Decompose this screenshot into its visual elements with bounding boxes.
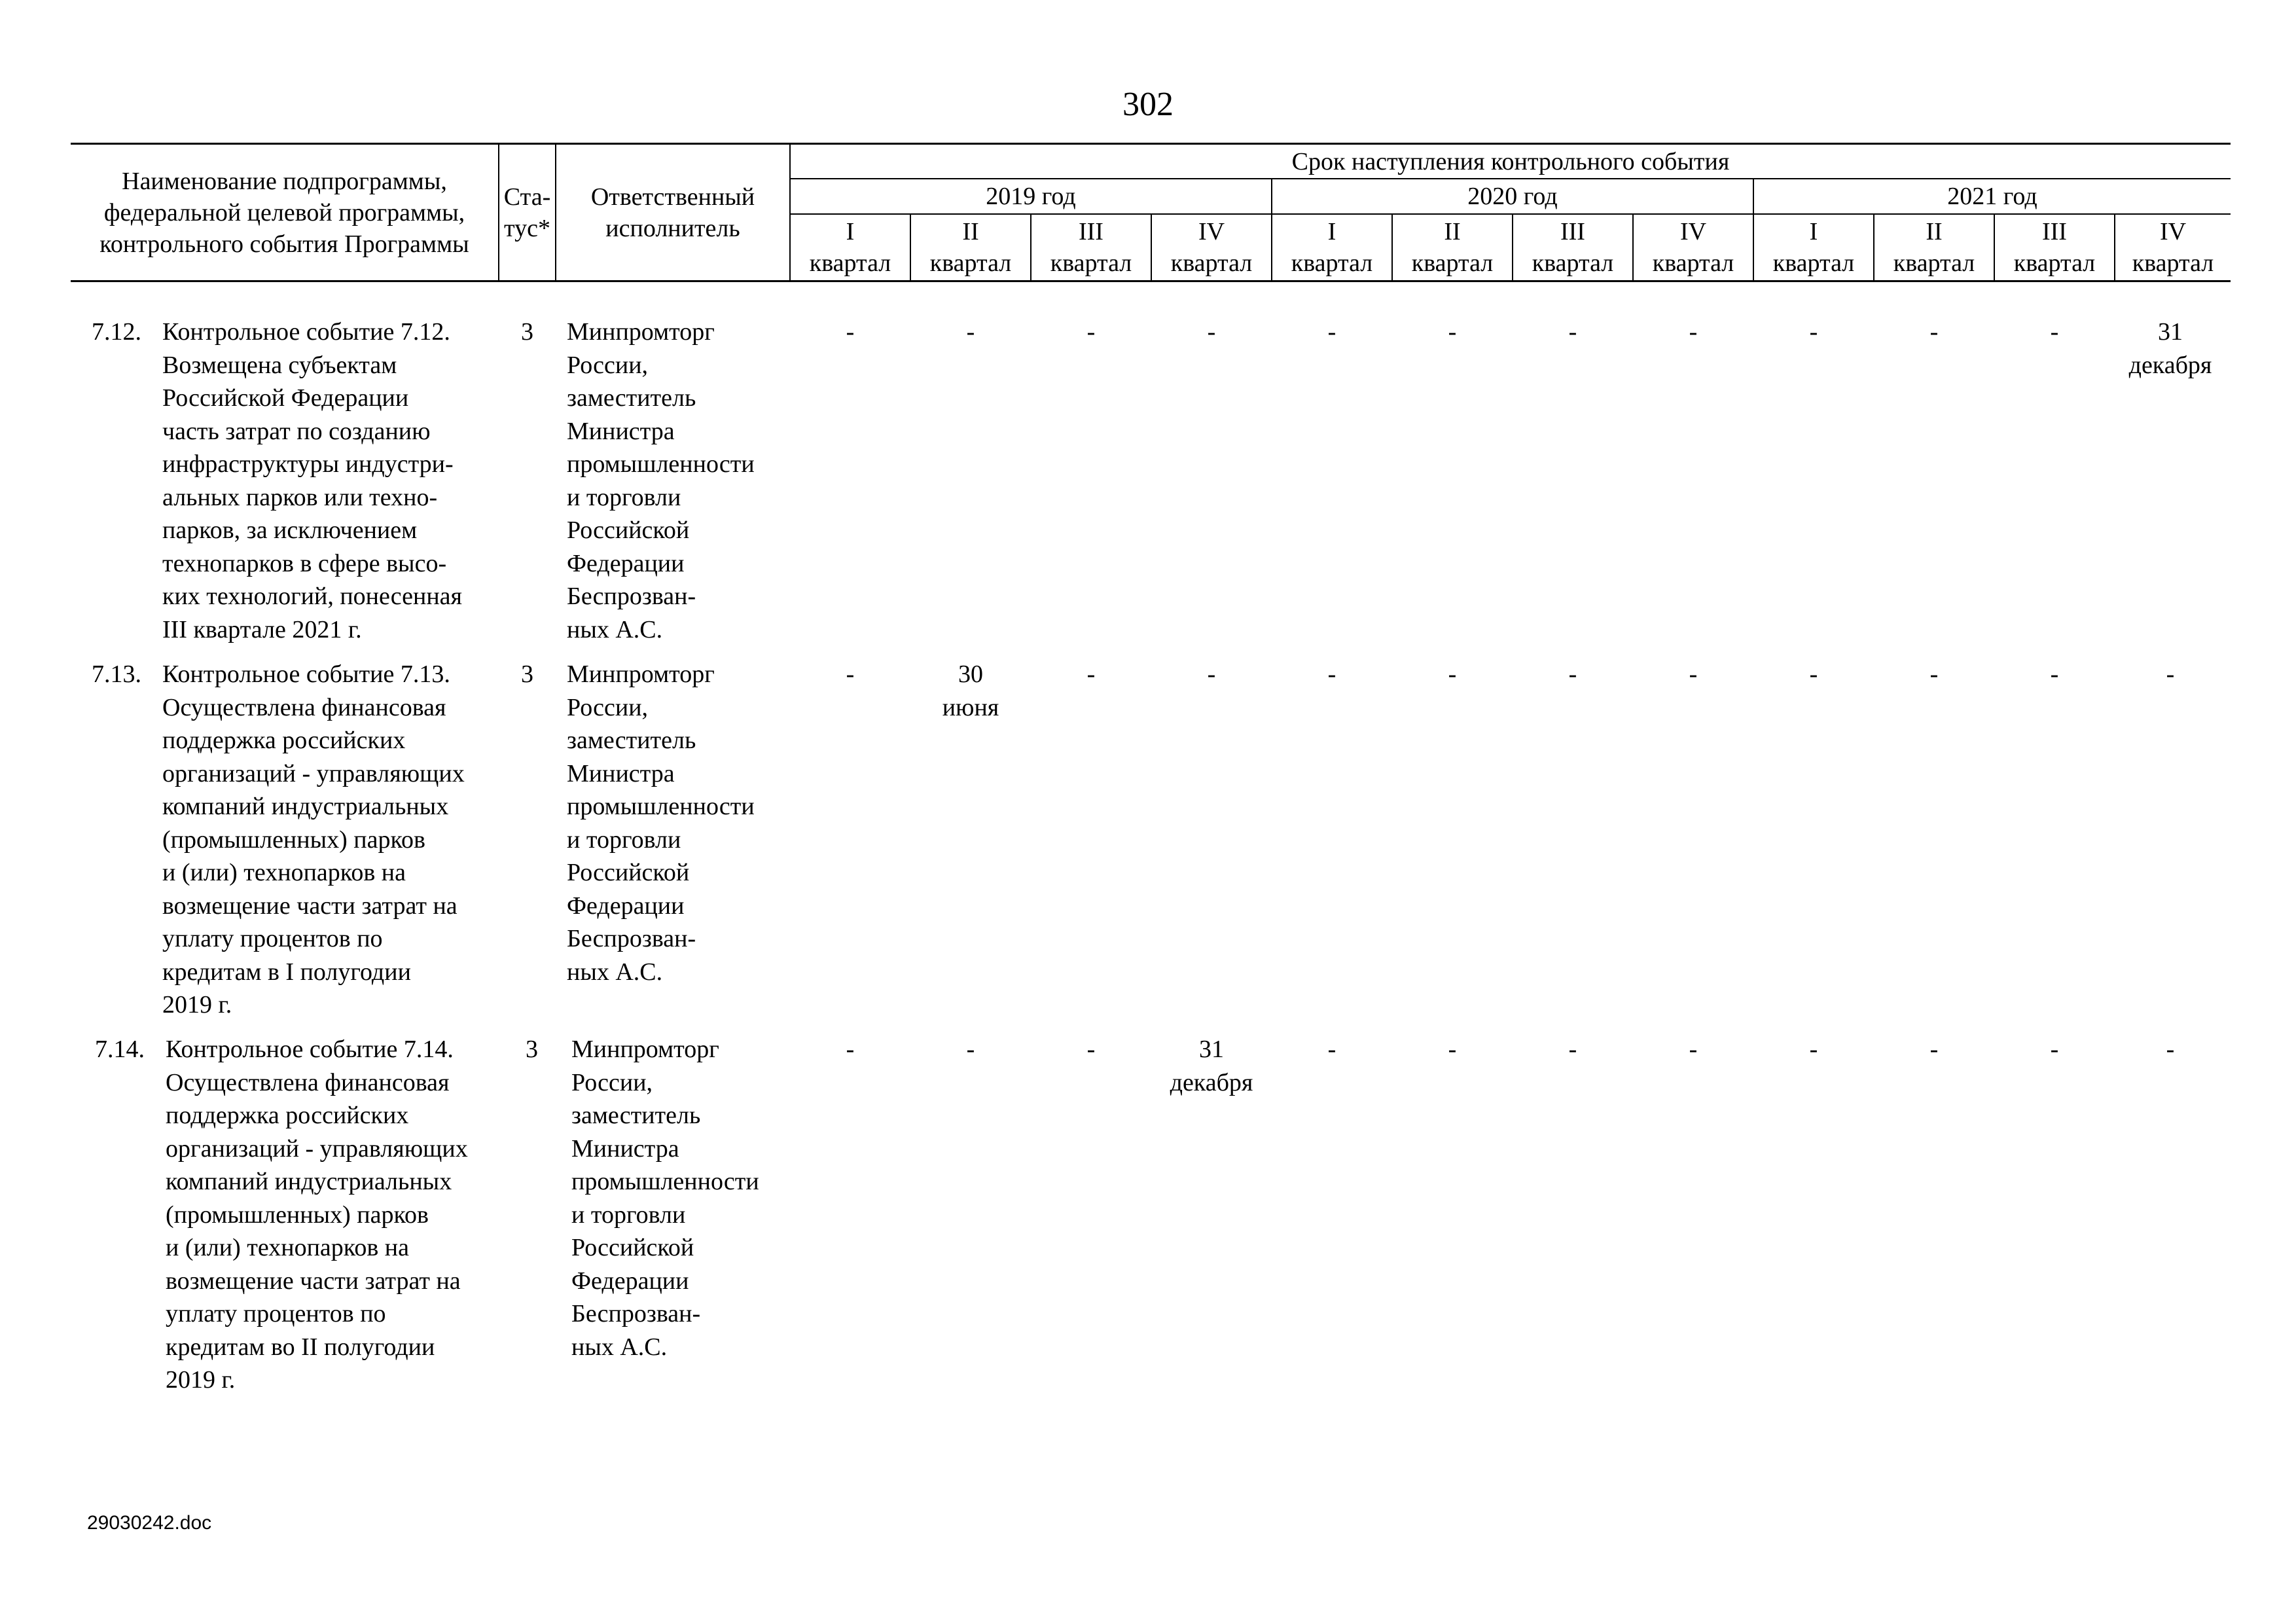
quarter-value: - xyxy=(1086,318,1096,346)
quarter-value: - xyxy=(1448,660,1457,688)
event-executor: Минпромторг России, заместитель Министра промышленности и торговли Российской Федерации Беспрозван- ных А.С. xyxy=(567,318,755,643)
header-quarter-cell: II квартал xyxy=(1411,218,1494,277)
quarter-value: - xyxy=(2050,1036,2059,1063)
quarter-value: - xyxy=(2166,1036,2175,1063)
quarter-value: - xyxy=(966,1036,975,1063)
row-number: 7.14. xyxy=(95,1036,145,1063)
event-status: 3 xyxy=(521,318,533,346)
quarter-value: - xyxy=(846,1036,855,1063)
quarter-value: - xyxy=(1448,1036,1457,1063)
quarter-value: - xyxy=(966,318,975,346)
quarter-value: - xyxy=(1327,318,1336,346)
header-name-column: Наименование подпрограммы, федеральной целевой программы, контрольного события Программы xyxy=(99,167,469,258)
quarter-value: - xyxy=(1929,318,1939,346)
header-quarter-cell: I квартал xyxy=(809,218,891,277)
event-name: Контрольное событие 7.12. Возмещена субъектам Российской Федерации часть затрат по созданию инфраструктуры индустри- альных парков или техно- парков, за исключением технопарков в сфере высо- ких технологий, понесенная III квартале 2021 г. xyxy=(162,318,463,643)
header-quarter-cell: II квартал xyxy=(929,218,1012,277)
event-executor: Минпромторг России, заместитель Министра промышленности и торговли Российской Федерации Беспрозван- ных А.С. xyxy=(571,1036,759,1361)
header-quarter-cell: I квартал xyxy=(1772,218,1855,277)
row-number: 7.12. xyxy=(92,318,141,346)
quarter-value: - xyxy=(1809,660,1818,688)
event-executor: Минпромторг России, заместитель Министра промышленности и торговли Российской Федерации Беспрозван- ных А.С. xyxy=(567,660,755,986)
quarter-value: 31 декабря xyxy=(1170,1036,1253,1096)
header-status-column: Ста- тус* xyxy=(503,183,551,242)
quarter-value: - xyxy=(1568,1036,1577,1063)
header-quarter-cell: III квартал xyxy=(1050,218,1132,277)
quarter-value: - xyxy=(1207,660,1216,688)
header-quarter-cell: III квартал xyxy=(1532,218,1614,277)
quarter-value: - xyxy=(1448,318,1457,346)
quarter-value: - xyxy=(846,660,855,688)
quarter-value: 30 июня xyxy=(942,660,999,721)
quarter-value: - xyxy=(1689,318,1698,346)
quarter-value: - xyxy=(1689,1036,1698,1063)
event-name: Контрольное событие 7.13. Осуществлена финансовая поддержка российских организаций - управляющих компаний индустриальных (промышленных) парков и (или) технопарков на возмещение части затрат на уплату процентов по кредитам в I полугодии 2019 г. xyxy=(162,660,465,1019)
quarter-value: - xyxy=(2050,318,2059,346)
header-quarter-cell: II квартал xyxy=(1893,218,1975,277)
quarter-value: - xyxy=(1086,660,1096,688)
quarter-value: - xyxy=(846,318,855,346)
row-number: 7.13. xyxy=(92,660,141,688)
quarter-value: - xyxy=(1327,1036,1336,1063)
quarter-value: - xyxy=(1929,660,1939,688)
header-quarter-cell: IV квартал xyxy=(1652,218,1734,277)
quarter-value: - xyxy=(1327,660,1336,688)
header-executor-column: Ответственный исполнитель xyxy=(590,183,755,242)
quarter-value: - xyxy=(1568,660,1577,688)
quarter-value: - xyxy=(1086,1036,1096,1063)
event-status: 3 xyxy=(526,1036,538,1063)
document-filename: 29030242.doc xyxy=(87,1512,212,1534)
header-year-2019: 2019 год xyxy=(986,183,1076,210)
quarter-value: 31 декабря xyxy=(2128,318,2212,379)
quarter-value: - xyxy=(2166,660,2175,688)
quarter-value: - xyxy=(1689,660,1698,688)
quarter-value: - xyxy=(1929,1036,1939,1063)
event-name: Контрольное событие 7.14. Осуществлена финансовая поддержка российских организаций - управляющих компаний индустриальных (промышленных) парков и (или) технопарков на возмещение части затрат на уплату процентов по кредитам во II полугодии 2019 г. xyxy=(166,1036,468,1394)
header-deadline-group: Срок наступления контрольного события xyxy=(1291,147,1730,175)
header-year-2020: 2020 год xyxy=(1467,183,1558,210)
header-quarter-cell: IV квартал xyxy=(2132,218,2214,277)
quarter-value: - xyxy=(2050,660,2059,688)
header-quarter-cell: I квартал xyxy=(1291,218,1373,277)
quarter-value: - xyxy=(1809,318,1818,346)
page-number: 302 xyxy=(1122,86,1174,123)
event-status: 3 xyxy=(521,660,533,688)
header-year-2021: 2021 год xyxy=(1947,183,2037,210)
quarter-value: - xyxy=(1207,318,1216,346)
quarter-value: - xyxy=(1809,1036,1818,1063)
quarter-value: - xyxy=(1568,318,1577,346)
header-quarter-cell: III квартал xyxy=(2013,218,2096,277)
header-quarter-cell: IV квартал xyxy=(1170,218,1253,277)
